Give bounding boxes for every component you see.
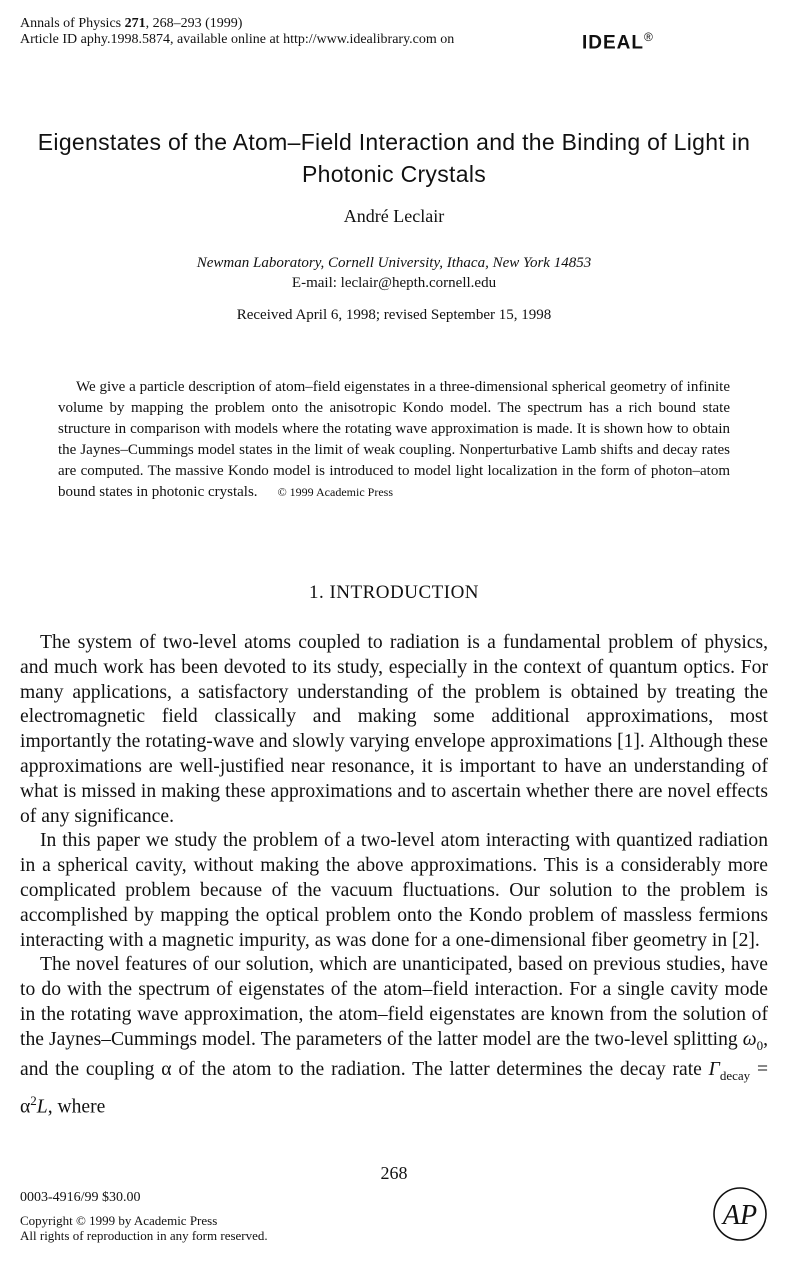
paragraph-3-text-c: of the atom to the radiation. The latter determines the decay rate [171, 1059, 709, 1081]
paragraph-3-text-b: , and the coupling [20, 1028, 768, 1081]
issn-price: 0003-4916/99 $30.00 [20, 1190, 141, 1205]
journal-name: Annals of Physics [20, 16, 125, 31]
ap-logo-text: AP [722, 1200, 758, 1231]
page-number: 268 [380, 1163, 408, 1183]
alpha-exponent: 2 [30, 1093, 37, 1109]
section-heading: 1. INTRODUCTION [308, 582, 480, 603]
abstract-text: We give a particle description of atom–field eigenstates in a three-dimensional spherical geometry of infinite volume by mapping the problem onto the anisotropic Kondo model. The spectrum has a rich bound state structure in comparison with models where the rotating wave approximation is made. It is shown how to obtain the Jaynes–Cummings model states in the limit of weak coupling. Nonperturbative Lamb shifts and decay rates are computed. The massive Kondo model is introduced to model light localization in the form of photon–atom bound states in photonic crystals. [58, 379, 730, 500]
footer [20, 1190, 268, 1243]
journal-header [20, 16, 454, 48]
paper-title: Eigenstates of the Atom–Field Interaction and the Binding of Light in Photonic Crystals [37, 129, 751, 187]
article-id: Article ID aphy.1998.5874, available online at http://www.idealibrary.com on [20, 32, 455, 47]
paragraph-2: In this paper we study the problem of a two-level atom interacting with quantized radiation in a spherical cavity, without making the above approximations. This is a considerably more complicated problem because of the vacuum fluctuations. Our solution to the problem is accomplished by mapping the optical problem onto the Kondo problem of massless fermions interacting with a magnetic impurity, as was done for a one-dimensional fiber geometry in [2]. [20, 830, 768, 951]
paragraph-3-text-a: The novel features of our solution, which are unanticipated, based on previous studies, have to do with the spectrum of eigenstates of the atom–field interaction. For a single cavity mode in the rotating wave approximation, the atom–field eigenstates are known from the solution of the Jaynes–Cummings model. The parameters of the latter model are the two-level splitting [20, 954, 768, 1050]
journal-pages: , 268–293 (1999) [145, 16, 243, 31]
paragraph-3 [20, 953, 768, 1120]
affiliation-block [0, 253, 788, 293]
abstract [58, 377, 730, 503]
length-symbol: L [36, 1096, 48, 1118]
footer-rights: All rights of reproduction in any form reserved. [20, 1228, 268, 1243]
omega-subscript: 0 [756, 1037, 764, 1053]
journal-citation [20, 16, 454, 32]
journal-volume: 271 [124, 16, 146, 31]
alpha-symbol-2: α [20, 1096, 31, 1118]
omega-symbol: ω [742, 1028, 757, 1050]
footer-copyright: Copyright © 1999 by Academic Press [20, 1213, 218, 1228]
gamma-subscript: decay [719, 1068, 751, 1084]
received-dates: Received April 6, 1998; revised September 15, 1998 [236, 307, 552, 323]
ideal-logo[interactable] [582, 30, 654, 54]
paragraph-1: The system of two-level atoms coupled to radiation is a fundamental problem of physics, and much work has been devoted to its study, especially in the context of quantum optics. For many applications, a satisfactory understanding of the problem is obtained by treating the electromagnetic field classically and making some additional approximations, most importantly the rotating-wave and slowly varying envelope approximations [1]. Although these approximations are well-justified near resonance, it is important to have an understanding of what is missed in making these approximations and to ascertain whether there are novel effects of any significance. [20, 632, 768, 827]
author-name: André Leclair [343, 206, 445, 226]
alpha-symbol: α [161, 1059, 172, 1081]
body-text [20, 631, 768, 1120]
paragraph-3-text-e: , where [47, 1096, 106, 1118]
academic-press-logo-icon [712, 1186, 768, 1242]
ideal-logo-text: IDEAL [582, 32, 644, 54]
equals-sign: = [750, 1059, 768, 1081]
gamma-symbol: Γ [708, 1059, 720, 1081]
author-email: E-mail: leclair@hepth.cornell.edu [291, 275, 497, 291]
affiliation: Newman Laboratory, Cornell University, Ithaca, New York 14853 [196, 255, 592, 271]
abstract-copyright: © 1999 Academic Press [277, 485, 393, 499]
registered-mark: ® [644, 30, 654, 44]
